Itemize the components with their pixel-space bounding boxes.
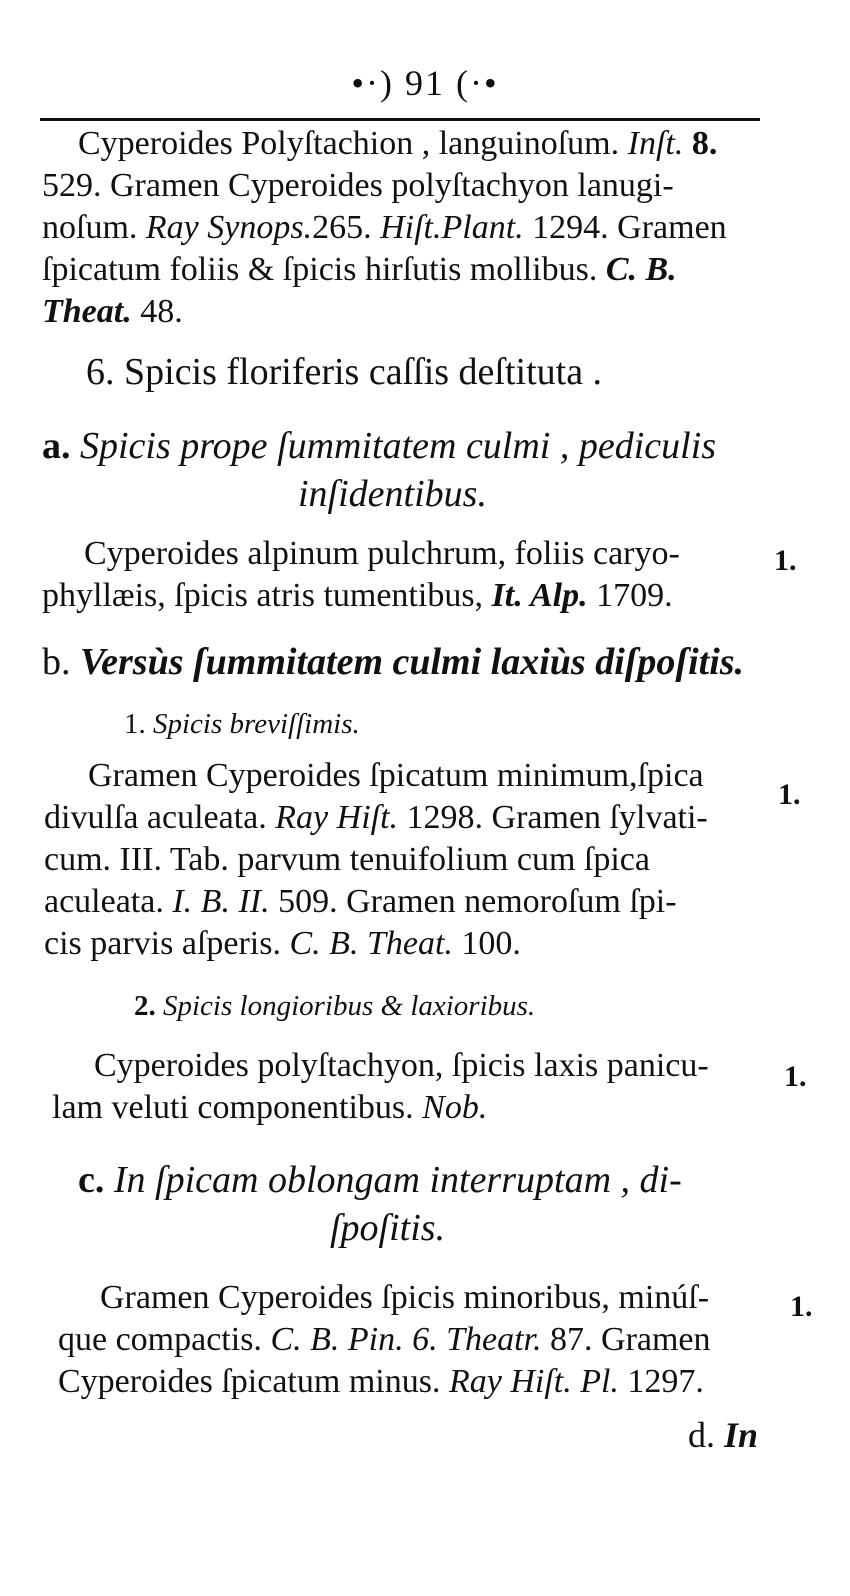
text-span: noſum.: [42, 209, 138, 246]
subsection-title-cont: inſidentibus.: [298, 473, 487, 515]
catchword: [688, 1414, 758, 1456]
sub-subsection-heading: [124, 704, 360, 744]
reference: C. B.: [605, 251, 677, 288]
reference: Theat.: [42, 293, 132, 330]
subsection-heading: [42, 426, 716, 466]
text-line: cum. III. Tab. parvum tenuifolium cum ſpica: [44, 841, 650, 878]
subsection-heading: [78, 1160, 682, 1200]
reference: I. B. II.: [172, 883, 270, 920]
text-line: Cyperoides polyſtachyon, ſpicis laxis panicu-: [94, 1047, 709, 1084]
catchword-text: In: [724, 1415, 759, 1455]
sub-title: Spicis breviſſimis.: [153, 708, 360, 740]
subsection-letter: a.: [42, 425, 71, 467]
text-line: [44, 882, 677, 922]
text-line: Gramen Cyperoides ſpicis minoribus, minúſ-: [100, 1279, 710, 1316]
margin-number: 1.: [778, 778, 801, 811]
text-span: que compactis.: [58, 1321, 262, 1358]
text-line: [58, 1362, 704, 1402]
text-span: 509. Gramen nemoroſum ſpi-: [278, 883, 677, 920]
text-span: 48.: [140, 293, 183, 330]
reference: Hiſt.Plant.: [380, 209, 524, 246]
sub-number: 2.: [134, 990, 156, 1022]
reference: Ray Hiſt. Pl.: [448, 1363, 619, 1400]
text-span: ſpicatum foliis & ſpicis hirſutis mollibus.: [42, 251, 598, 288]
page-number: •·) 91 (·•: [351, 63, 499, 103]
text-span: 1298. Gramen ſylvati-: [406, 799, 708, 836]
reference: Inſt.: [627, 125, 684, 162]
reference-number: 8.: [691, 125, 718, 162]
subsection-title: Versùs ſummitatem culmi laxiùs diſpoſitis.: [80, 641, 745, 683]
text-line: Cyperoides alpinum pulchrum, foliis caryo-: [84, 535, 680, 572]
text-span: phyllæis, ſpicis atris tumentibus,: [42, 577, 484, 614]
subsection-heading: [42, 642, 744, 682]
catchword-letter: d.: [688, 1415, 715, 1455]
text-span: cis parvis aſperis.: [44, 925, 281, 962]
reference: Ray Synops.: [145, 209, 313, 246]
subsection-letter: b.: [42, 641, 71, 683]
text-span: 1709.: [596, 577, 673, 614]
subsection-title: In ſpicam oblongam interruptam , di-: [113, 1159, 682, 1201]
text-line: [44, 924, 521, 964]
sub-title: Spicis longioribus & laxioribus.: [163, 990, 536, 1022]
sub-number: 1.: [124, 708, 146, 740]
text-span: 1294. Gramen: [532, 209, 727, 246]
reference: Ray Hiſt.: [275, 799, 399, 836]
header-rule: [40, 118, 760, 121]
text-line: [42, 576, 673, 616]
subsection-title-cont: ſpoſitis.: [330, 1207, 446, 1249]
text-line: [58, 1320, 711, 1360]
section-heading: 6. Spicis floriferis caſſis deſtituta .: [86, 351, 603, 393]
reference: C. B. Theat.: [289, 925, 453, 962]
text-span: Cyperoides ſpicatum minus.: [58, 1363, 441, 1400]
reference: C. B. Pin. 6. Theatr.: [270, 1321, 542, 1358]
text-span: 265.: [312, 209, 372, 246]
text-line: [42, 208, 727, 248]
text-line: [78, 124, 717, 164]
text-line: 529. Gramen Cyperoides polyſtachyon lanugi-: [42, 167, 674, 204]
text-line: Gramen Cyperoides ſpicatum minimum,ſpica: [88, 757, 704, 794]
text-span: aculeata.: [44, 883, 164, 920]
reference: Nob.: [422, 1089, 488, 1126]
text-span: 100.: [461, 925, 521, 962]
text-span: lam veluti componentibus.: [52, 1089, 414, 1126]
margin-number: 1.: [774, 544, 797, 577]
subsection-letter: c.: [78, 1159, 105, 1201]
text-line: [44, 798, 708, 838]
subsection-title: Spicis prope ſummitatem culmi , pediculis: [80, 425, 717, 467]
text-span: Cyperoides Polyſtachion , languinoſum.: [78, 125, 620, 162]
margin-number: 1.: [790, 1290, 813, 1323]
text-line: [52, 1088, 487, 1128]
text-span: divulſa aculeata.: [44, 799, 267, 836]
text-line: [42, 250, 677, 290]
text-span: 87. Gramen: [550, 1321, 711, 1358]
sub-subsection-heading: [134, 986, 535, 1026]
reference: It. Alp.: [491, 577, 588, 614]
text-line: [42, 292, 183, 332]
margin-number: 1.: [784, 1060, 807, 1093]
text-span: 1297.: [627, 1363, 704, 1400]
